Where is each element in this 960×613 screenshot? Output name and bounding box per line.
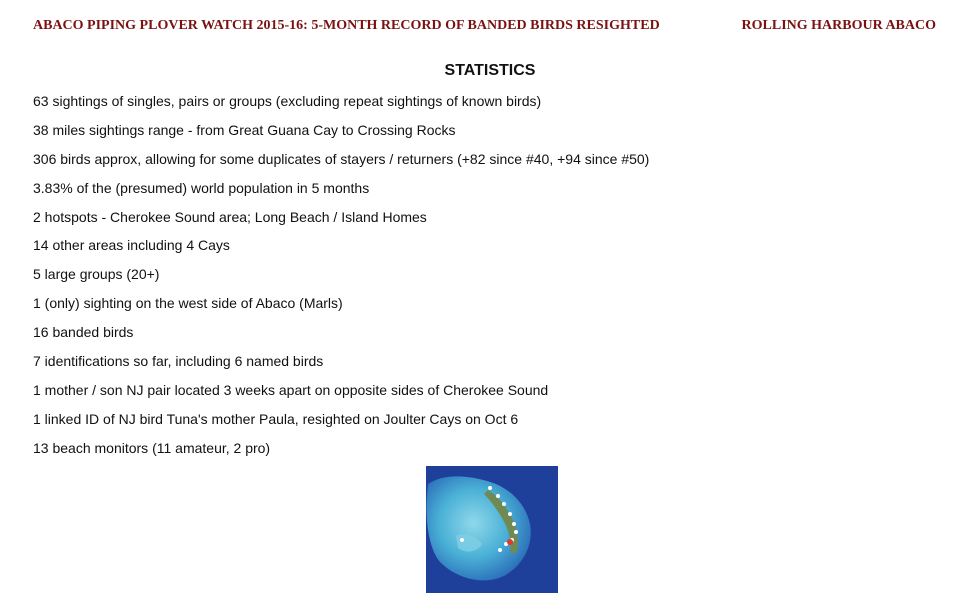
stat-item: 1 (only) sighting on the west side of Abaco (Marls) [33,295,343,312]
highlight-marker [507,539,513,545]
abaco-sightings-map [426,466,558,593]
sighting-marker [508,512,512,516]
stat-item: 306 birds approx, allowing for some duplicates of stayers / returners (+82 since #40, +94 since #50) [33,150,650,167]
site-name: ROLLING HARBOUR ABACO [741,18,936,33]
sighting-marker [460,538,464,542]
statistics-list [33,93,649,469]
stat-item: 63 sightings of singles, pairs or groups (excluding repeat sightings of known birds) [33,93,542,109]
sighting-marker [502,502,506,506]
stat-item: 38 miles sightings range - from Great Guana Cay to Crossing Rocks [33,121,456,138]
stat-item: 3.83% of the (presumed) world population in 5 months [33,179,370,196]
stat-item: 7 identifications so far, including 6 named birds [33,353,324,370]
stat-item: 5 large groups (20+) [33,266,160,283]
map-graphic [426,466,558,593]
sighting-marker [496,494,500,498]
section-title: STATISTICS [444,62,536,79]
sighting-marker [498,548,502,552]
stat-item: 14 other areas including 4 Cays [33,237,230,254]
stat-item: 1 linked ID of NJ bird Tuna's mother Paula, resighted on Joulter Cays on Oct 6 [33,410,519,427]
stat-item: 1 mother / son NJ pair located 3 weeks apart on opposite sides of Cherokee Sound [33,381,549,398]
report-title: ABACO PIPING PLOVER WATCH 2015-16: 5-MONTH RECORD OF BANDED BIRDS RESIGHTED [33,18,660,33]
stat-item: 16 banded birds [33,324,134,341]
sighting-marker [514,530,518,534]
stat-item: 13 beach monitors (11 amateur, 2 pro) [33,439,271,456]
sighting-marker [488,486,492,490]
stat-item: 2 hotspots - Cherokee Sound area; Long Beach / Island Homes [33,208,427,225]
sighting-marker [512,522,516,526]
